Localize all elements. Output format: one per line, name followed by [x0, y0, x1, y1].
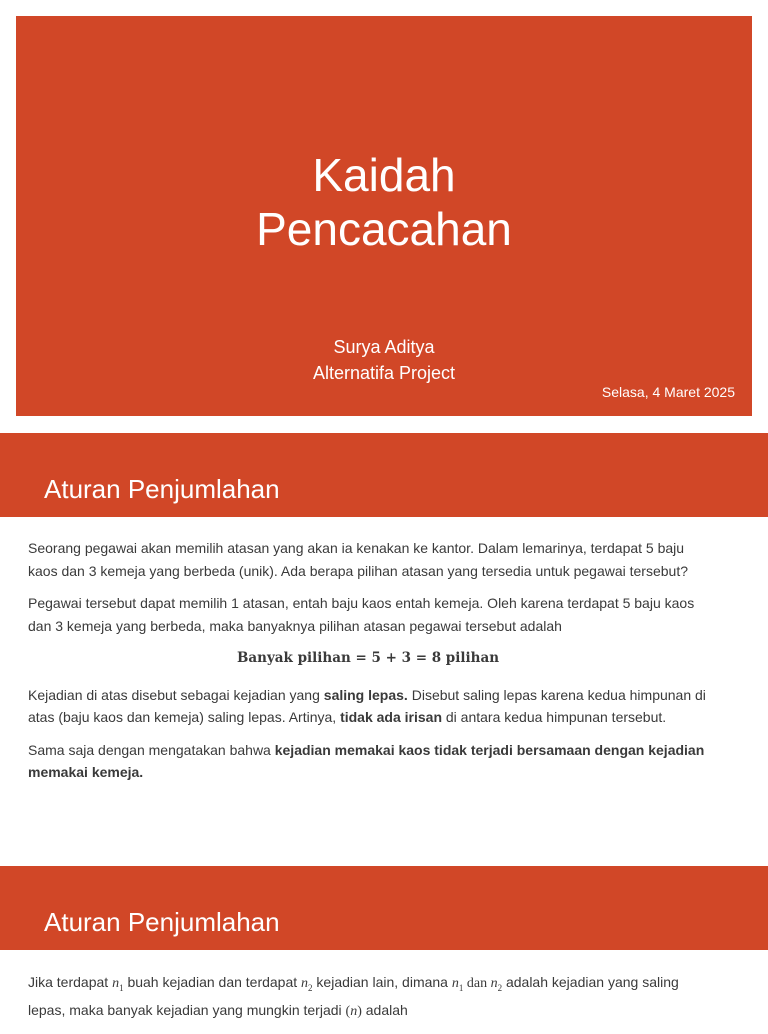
var-n: n: [301, 976, 309, 991]
section-header-2: [0, 866, 768, 950]
rule-text-5: adalah: [361, 1002, 408, 1019]
organization-name: Alternatifa Project: [312, 363, 456, 383]
var-n: n: [112, 976, 120, 991]
var-n: n: [490, 976, 498, 991]
same-as-paragraph: [28, 739, 708, 784]
slide-2-content: [28, 537, 708, 794]
section-heading-1: Aturan Penjumlahan: [44, 474, 280, 504]
para3-text-1: Kejadian di atas disebut sebagai kejadian yang: [28, 686, 324, 703]
rule-text-3: kejadian lain, dimana: [312, 974, 452, 990]
var-n: n: [350, 1004, 358, 1020]
rule-text-2: buah kejadian dan terdapat: [123, 974, 302, 990]
para3-bold-1: saling lepas.: [323, 686, 408, 703]
author-name: Surya Aditya: [333, 337, 435, 357]
paren-close: ): [357, 1004, 362, 1020]
math-dan: dan: [466, 976, 488, 991]
subscript-1: 1: [119, 982, 124, 993]
math-n1: [112, 976, 124, 991]
sum-formula: Banyak pilihan = 5 + 3 = 8 pilihan: [236, 650, 500, 666]
presentation-title: [16, 148, 752, 256]
para4-bold: kejadian memakai kaos tidak terjadi bersamaan dengan kejadian memakai kemeja.: [28, 741, 705, 780]
section-header-1: [0, 433, 768, 517]
para3-text-3: di antara kedua himpunan tersebut.: [442, 709, 667, 725]
rule-definition-paragraph: [28, 971, 708, 1024]
presentation-date: Selasa, 4 Maret 2025: [601, 384, 735, 400]
rule-text-1: Jika terdapat: [28, 974, 113, 990]
section-heading-2: Aturan Penjumlahan: [44, 907, 280, 937]
explanation-paragraph: Pegawai tersebut dapat memilih 1 atasan, entah baju kaos entah kemeja. Oleh karena terdapat 5 baju kaos dan 3 kemeja yang berbeda, maka banyaknya pilihan atasan pegawai tersebut adalah: [28, 595, 695, 634]
subscript-1: 1: [458, 982, 464, 993]
author-block: [16, 334, 752, 386]
subscript-2: 2: [497, 982, 503, 993]
var-n: n: [451, 976, 459, 991]
math-n1-dan-n2: [452, 976, 502, 991]
para3-text-2: Disebut saling lepas karena kedua himpunan di atas (baju kaos dan kemeja) saling lepas. Artinya,: [28, 686, 706, 725]
title-line-2: Pencacahan: [256, 203, 512, 255]
para4-text-1: Sama saja dengan mengatakan bahwa: [28, 741, 275, 758]
title-line-1: Kaidah: [312, 149, 456, 201]
rule-text-4: adalah kejadian yang saling lepas, maka banyak kejadian yang mungkin terjadi: [28, 974, 679, 1019]
subscript-2: 2: [308, 982, 313, 993]
math-n: [346, 1004, 362, 1019]
math-n2: [301, 976, 313, 991]
title-slide: [16, 16, 752, 416]
paren-open: (: [345, 1004, 351, 1020]
problem-paragraph: Seorang pegawai akan memilih atasan yang akan ia kenakan ke kantor. Dalam lemarinya, terdapat 5 baju kaos dan 3 kemeja yang berbeda (unik). Ada berapa pilihan atasan yang tersedia untuk pegawai tersebut?: [28, 540, 689, 579]
para3-bold-2: tidak ada irisan: [340, 709, 442, 725]
mutually-exclusive-paragraph: [28, 684, 708, 729]
slide-3-content: [28, 971, 708, 1034]
